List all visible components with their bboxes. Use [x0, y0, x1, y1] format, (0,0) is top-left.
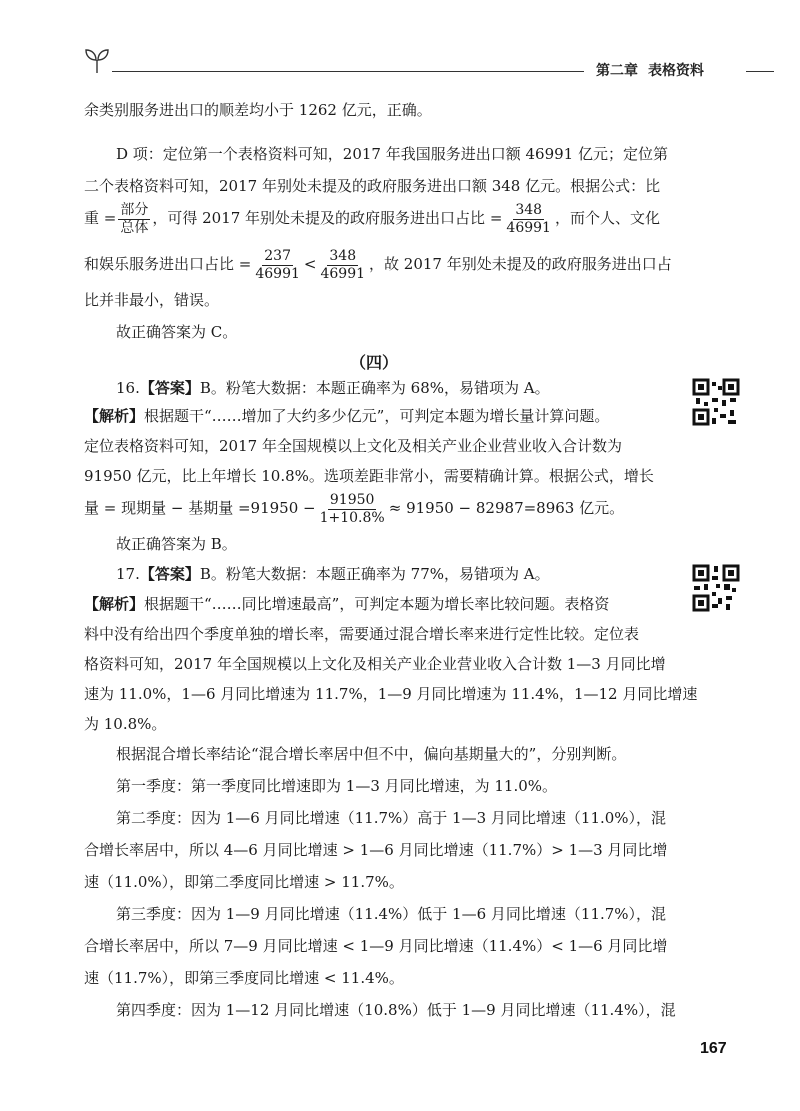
text-fragment: 重 =	[84, 209, 117, 227]
text-line: 格资料可知，2017 年全国规模以上文化及相关产业企业营业收入合计数 1—3 月同比增	[84, 655, 666, 673]
text-fragment: 根据题干“……同比增速最高”，可判定本题为增长率比较问题。表格资	[144, 595, 610, 613]
formula-line	[84, 246, 672, 283]
analysis-tag: 【解析】	[84, 407, 145, 425]
text-line: 料中没有给出四个季度单独的增长率，需要通过混合增长率来进行定性比较。定位表	[84, 625, 640, 643]
text-line: 故正确答案为 C。	[116, 323, 238, 341]
text-fragment: ，可得 2017 年别处未提及的政府服务进出口占比 =	[152, 209, 503, 227]
page-number: 167	[700, 1040, 727, 1057]
less-than-sign: <	[303, 255, 317, 273]
text-line: 第四季度：因为 1—12 月同比增速（10.8%）低于 1—9 月同比增速（11.4%），混	[116, 1001, 676, 1019]
text-line: 91950 亿元，比上年增长 10.8%。选项差距非常小，需要精确计算。根据公式，增长	[84, 467, 654, 485]
text-fragment: B。粉笔大数据：本题正确率为 68%，易错项为 A。	[199, 379, 550, 397]
text-line: D 项：定位第一个表格资料可知，2017 年我国服务进出口额 46991 亿元；定位第	[116, 145, 668, 163]
denominator: 46991	[320, 265, 366, 282]
fraction	[118, 202, 150, 237]
question-number: 16.	[116, 379, 140, 397]
text-line: 比并非最小，错误。	[84, 291, 220, 309]
question-number: 17.	[116, 565, 140, 583]
qr-code-icon[interactable]	[692, 564, 740, 612]
text-line: 二个表格资料可知，2017 年别处未提及的政府服务进出口额 348 亿元。根据公式：比	[84, 177, 661, 195]
text-line: 故正确答案为 B。	[116, 535, 237, 553]
numerator: 部分	[120, 201, 149, 218]
formula-line	[84, 200, 660, 237]
denominator: 总体	[120, 219, 149, 236]
qr-code-icon[interactable]	[692, 378, 740, 426]
text-fragment: 量 = 现期量 − 基期量 =91950 −	[84, 499, 316, 517]
numerator: 348	[329, 247, 357, 264]
answer-tag: 【答案】	[139, 565, 200, 583]
text-line: 合增长率居中，所以 7—9 月同比增速 < 1—9 月同比增速（11.4%）< 1—6 月同比增	[84, 937, 668, 955]
fraction	[253, 248, 302, 283]
text-line: 第一季度：第一季度同比增速即为 1—3 月同比增速，为 11.0%。	[116, 777, 558, 795]
leaf-icon	[82, 46, 112, 74]
answer-line	[84, 564, 550, 584]
text-line: 合增长率居中，所以 4—6 月同比增速 > 1—6 月同比增速（11.7%）> 1—3 月同比增	[84, 841, 668, 859]
text-line: 第二季度：因为 1—6 月同比增速（11.7%）高于 1—3 月同比增速（11.0%），混	[116, 809, 667, 827]
section-title: （四）	[349, 353, 398, 372]
header-rule-end	[746, 71, 774, 72]
text-line: 定位表格资料可知，2017 年全国规模以上文化及相关产业企业营业收入合计数为	[84, 437, 622, 455]
answer-tag: 【答案】	[139, 379, 200, 397]
text-line: 速（11.0%），即第二季度同比增速 > 11.7%。	[84, 873, 404, 891]
text-line: 速为 11.0%，1—6 月同比增速为 11.7%，1—9 月同比增速为 11.4%，1—12 月同比增速	[84, 685, 698, 703]
analysis-tag: 【解析】	[84, 595, 145, 613]
text-fragment: ，而个人、文化	[554, 209, 660, 227]
answer-line	[84, 378, 550, 398]
formula-line	[84, 490, 624, 527]
text-fragment: B。粉笔大数据：本题正确率为 77%，易错项为 A。	[199, 565, 550, 583]
text-fragment: ≈ 91950 − 82987=8963 亿元。	[388, 499, 625, 517]
section-label: 表格资料	[648, 63, 704, 79]
numerator: 237	[264, 247, 291, 264]
fraction	[504, 202, 553, 237]
denominator: 46991	[506, 219, 551, 236]
text-line: 余类别服务进出口的顺差均小于 1262 亿元，正确。	[84, 101, 432, 119]
chapter-header	[596, 60, 714, 80]
text-line: 根据混合增长率结论“混合增长率居中但不中，偏向基期量大的”，分别判断。	[116, 745, 627, 763]
numerator: 91950	[329, 491, 375, 508]
text-fragment: ，故 2017 年别处未提及的政府服务进出口占	[369, 255, 672, 273]
header-rule	[112, 71, 584, 72]
text-fragment: 和娱乐服务进出口占比 =	[84, 255, 252, 273]
analysis-line	[84, 406, 609, 426]
fraction	[318, 248, 367, 283]
denominator: 1+10.8%	[319, 509, 385, 526]
denominator: 46991	[255, 265, 300, 282]
text-fragment: 根据题干“……增加了大约多少亿元”，可判定本题为增长量计算问题。	[144, 407, 610, 425]
analysis-line	[84, 594, 609, 614]
fraction	[318, 492, 387, 527]
text-line: 为 10.8%。	[84, 715, 167, 733]
numerator: 348	[515, 201, 543, 218]
chapter-label: 第二章	[596, 63, 638, 79]
text-line: 速（11.7%），即第三季度同比增速 < 11.4%。	[84, 969, 404, 987]
text-line: 第三季度：因为 1—9 月同比增速（11.4%）低于 1—6 月同比增速（11.7%），混	[116, 905, 667, 923]
